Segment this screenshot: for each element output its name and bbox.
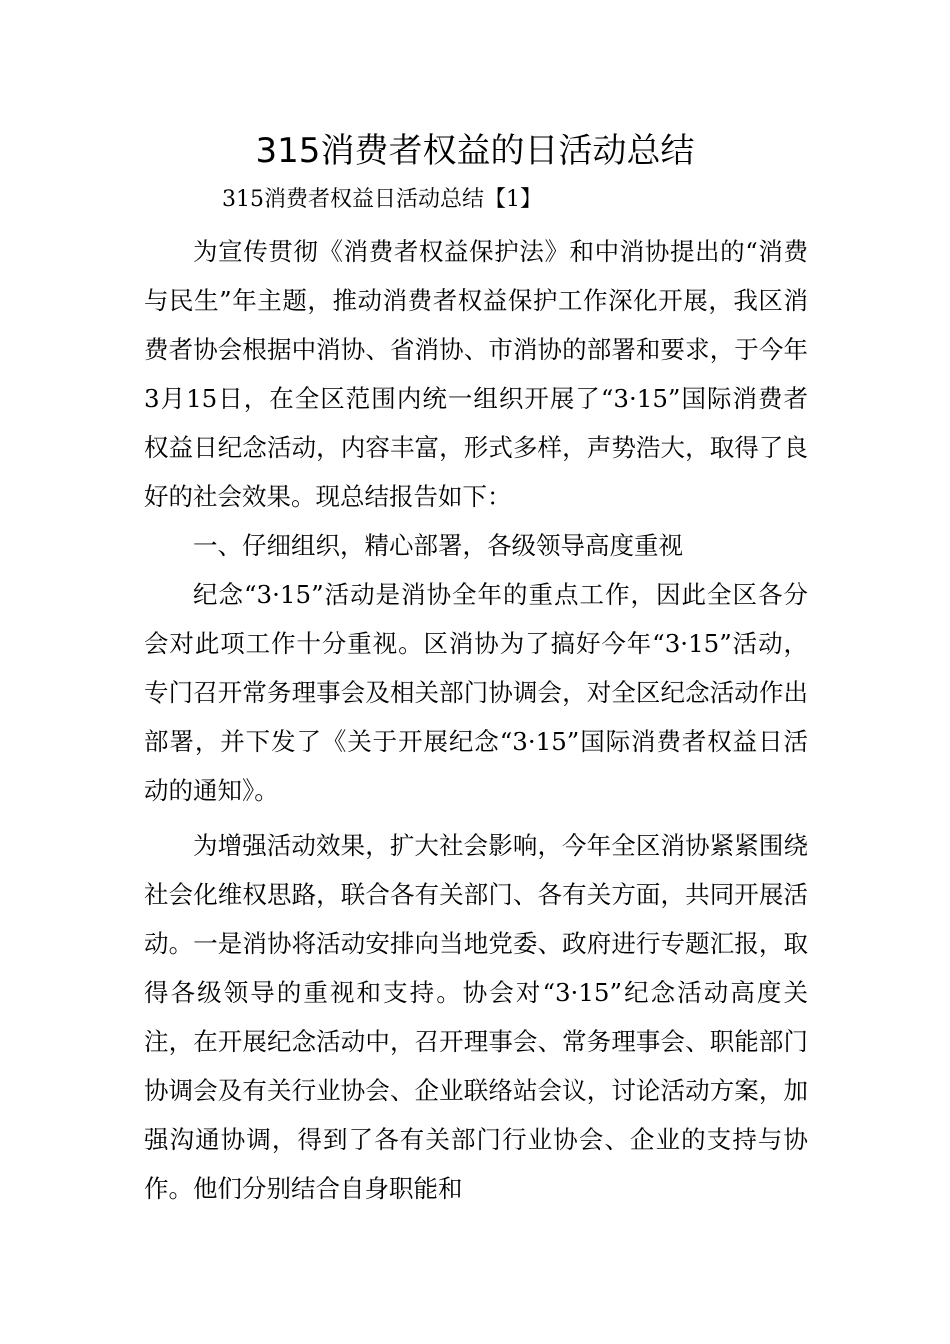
paragraph-section-1-b: 为增强活动效果，扩大社会影响，今年全区消协紧紧围绕社会化维权思路，联合各有关部门、各有关方面，共同开展活动。一是消协将活动安排向当地党委、政府进行专题汇报，取得各级领导的重视和支持。协会对“3·15”纪念活动高度关注，在开展纪念活动中，召开理事会、常务理事会、职能部门协调会及有关行业协会、企业联络站会议，讨论活动方案，加强沟通协调，得到了各有关部门行业协会、企业的支持与协作。他们分别结合自身职能和 [144,831,808,1203]
document-subtitle: 315消费者权益日活动总结【1】 [222,187,542,212]
paragraph-intro: 为宣传贯彻《消费者权益保护法》和中消协提出的“消费与民生”年主题，推动消费者权益保护工作深化开展，我区消费者协会根据中消协、省消协、市消协的部署和要求，于今年3月15日，在全区范围内统一组织开展了“3·15”国际消费者权益日纪念活动，内容丰富，形式多样，声势浩大，取得了良好的社会效果。现总结报告如下： [144,237,808,511]
document-title: 315消费者权益的日活动总结 [255,131,695,171]
document-body [144,227,808,1213]
paragraph-section-1-a: 纪念“3·15”活动是消协全年的重点工作，因此全区各分会对此项工作十分重视。区消协为了搞好今年“3·15”活动，专门召开常务理事会及相关部门协调会，对全区纪念活动作出部署，并下发了《关于开展纪念“3·15”国际消费者权益日活动的通知》。 [144,580,808,805]
section-heading-1: 一、仔细组织，精心部署，各级领导高度重视 [193,531,683,560]
